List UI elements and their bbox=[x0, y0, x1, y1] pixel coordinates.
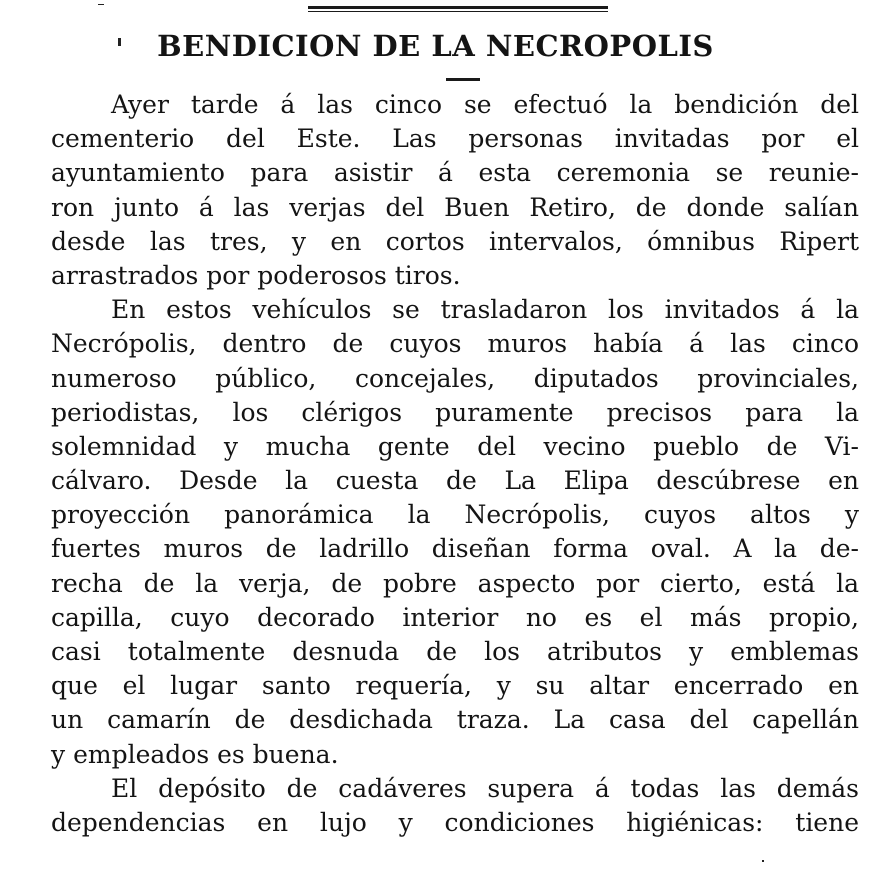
text-line: En estos vehículos se trasladaron los invitados á la bbox=[111, 295, 859, 325]
print-speck bbox=[98, 4, 104, 5]
text-line: casi totalmente desnuda de los atributos y emblemas bbox=[51, 637, 859, 666]
text-line: un camarín de desdichada traza. La casa del capellán bbox=[51, 705, 859, 735]
top-rule-thin bbox=[308, 11, 608, 12]
text-line: que el lugar santo requería, y su altar encerrado en bbox=[51, 671, 859, 701]
text-line: solemnidad y mucha gente del vecino pueblo de Vi- bbox=[51, 431, 859, 461]
text-line: dependencias en lujo y condiciones higiénicas: tiene bbox=[51, 807, 859, 837]
print-speck bbox=[118, 38, 121, 46]
text-line: ayuntamiento para asistir á esta ceremonia se reunie- bbox=[51, 158, 859, 188]
text-line: fuertes muros de ladrillo diseñan forma oval. A la de- bbox=[51, 534, 859, 564]
text-line: periodistas, los clérigos puramente precisos para la bbox=[51, 397, 859, 427]
text-line: Necrópolis, dentro de cuyos muros había á las cinco bbox=[51, 329, 859, 359]
text-line: arrastrados por poderosos tiros. bbox=[51, 260, 461, 290]
text-line: recha de la verja, de pobre aspecto por cierto, está la bbox=[51, 568, 859, 598]
headline-divider bbox=[446, 78, 480, 81]
paragraph-2 bbox=[51, 293, 859, 772]
text-line: cementerio del Este. Las personas invitadas por el bbox=[51, 124, 859, 154]
text-line: proyección panorámica la Necrópolis, cuyos altos y bbox=[51, 500, 859, 530]
text-line: cálvaro. Desde la cuesta de La Elipa descúbrese en bbox=[51, 466, 859, 496]
text-line: ron junto á las verjas del Buen Retiro, de donde salían bbox=[51, 192, 859, 222]
print-speck bbox=[762, 860, 764, 862]
text-line: numeroso público, concejales, diputados provinciales, bbox=[51, 363, 859, 393]
text-line: Ayer tarde á las cinco se efectuó la bendición del bbox=[111, 90, 859, 119]
paragraph-1 bbox=[51, 88, 859, 293]
text-line: capilla, cuyo decorado interior no es el más propio, bbox=[51, 602, 859, 632]
text-line: y empleados es buena. bbox=[51, 739, 339, 769]
text-line: desde las tres, y en cortos intervalos, ómnibus Ripert bbox=[51, 226, 859, 256]
top-rule bbox=[308, 6, 608, 9]
article-headline: BENDICION DE LA NECROPOLIS bbox=[157, 29, 714, 63]
article-body bbox=[51, 88, 859, 840]
text-line: El depósito de cadáveres supera á todas las demás bbox=[111, 773, 859, 803]
paragraph-3 bbox=[51, 772, 859, 840]
